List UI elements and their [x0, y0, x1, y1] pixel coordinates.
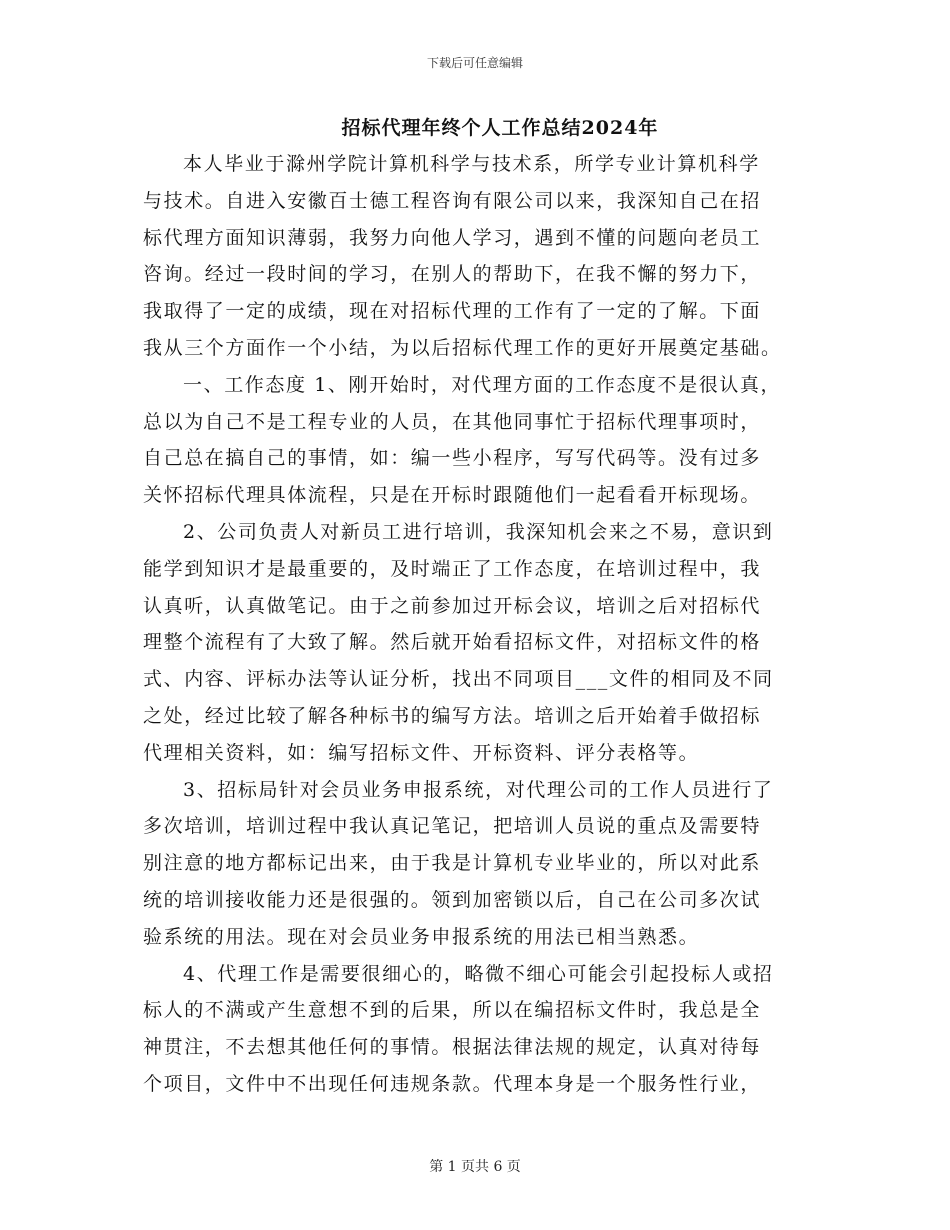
- text-line: 个项目，文件中不出现任何违规条款。代理本身是一个服务性行业，: [143, 1072, 762, 1095]
- text-line: 理整个流程有了大致了解。然后就开始看招标文件，对招标文件的格: [143, 631, 762, 654]
- text-line: 一、工作态度 1、刚开始时，对代理方面的工作态度不是很认真，: [183, 373, 782, 396]
- text-line: 多次培训，培训过程中我认真记笔记，把培训人员说的重点及需要特: [143, 815, 762, 838]
- text-line: 我从三个方面作一个小结，为以后招标代理工作的更好开展奠定基础。: [143, 336, 782, 359]
- text-line: 式、内容、评标办法等认证分析，找出不同项目___文件的相同及不同: [143, 668, 774, 691]
- text-line: 验系统的用法。现在对会员业务申报系统的用法已相当熟悉。: [143, 925, 700, 948]
- text-line: 标代理方面知识薄弱，我努力向他人学习，遇到不懂的问题向老员工: [143, 226, 762, 249]
- header-note: 下载后可任意编辑: [426, 56, 523, 70]
- text-line: 总以为自己不是工程专业的人员，在其他同事忙于招标代理事项时，: [143, 410, 762, 433]
- text-line: 3、招标局针对会员业务申报系统，对代理公司的工作人员进行了: [183, 778, 774, 801]
- text-line: 自己总在搞自己的事情，如：编一些小程序，写写代码等。没有过多: [143, 447, 762, 470]
- page-footer: 第 1 页共 6 页: [429, 1159, 521, 1175]
- text-line: 与技术。自进入安徽百士德工程咨询有限公司以来，我深知自己在招: [143, 189, 762, 212]
- text-line: 能学到知识才是最重要的，及时端正了工作态度，在培训过程中，我: [143, 557, 762, 580]
- text-line: 别注意的地方都标记出来，由于我是计算机专业毕业的，所以对此系: [143, 852, 762, 875]
- text-line: 标人的不满或产生意想不到的后果，所以在编招标文件时，我总是全: [143, 999, 762, 1022]
- text-line: 咨询。经过一段时间的学习，在别人的帮助下，在我不懈的努力下，: [143, 263, 762, 286]
- document-body: [143, 146, 823, 1103]
- text-line: 统的培训接收能力还是很强的。领到加密锁以后，自己在公司多次试: [143, 888, 762, 911]
- text-line: 我取得了一定的成绩，现在对招标代理的工作有了一定的了解。下面: [143, 300, 762, 323]
- document-title: 招标代理年终个人工作总结2024年: [341, 117, 659, 139]
- text-line: 代理相关资料，如：编写招标文件、开标资料、评分表格等。: [143, 741, 700, 764]
- text-line: 4、代理工作是需要很细心的，略微不细心可能会引起投标人或招: [183, 962, 774, 985]
- text-line: 认真听，认真做笔记。由于之前参加过开标会议，培训之后对招标代: [143, 594, 762, 617]
- text-line: 之处，经过比较了解各种标书的编写方法。培训之后开始着手做招标: [143, 704, 762, 727]
- text-line: 关怀招标代理具体流程，只是在开标时跟随他们一起看看开标现场。: [143, 484, 762, 507]
- text-line: 神贯注，不去想其他任何的事情。根据法律法规的规定，认真对待每: [143, 1036, 762, 1059]
- text-line: 本人毕业于滁州学院计算机科学与技术系，所学专业计算机科学: [183, 153, 760, 175]
- text-line: 2、公司负责人对新员工进行培训，我深知机会来之不易，意识到: [183, 520, 774, 543]
